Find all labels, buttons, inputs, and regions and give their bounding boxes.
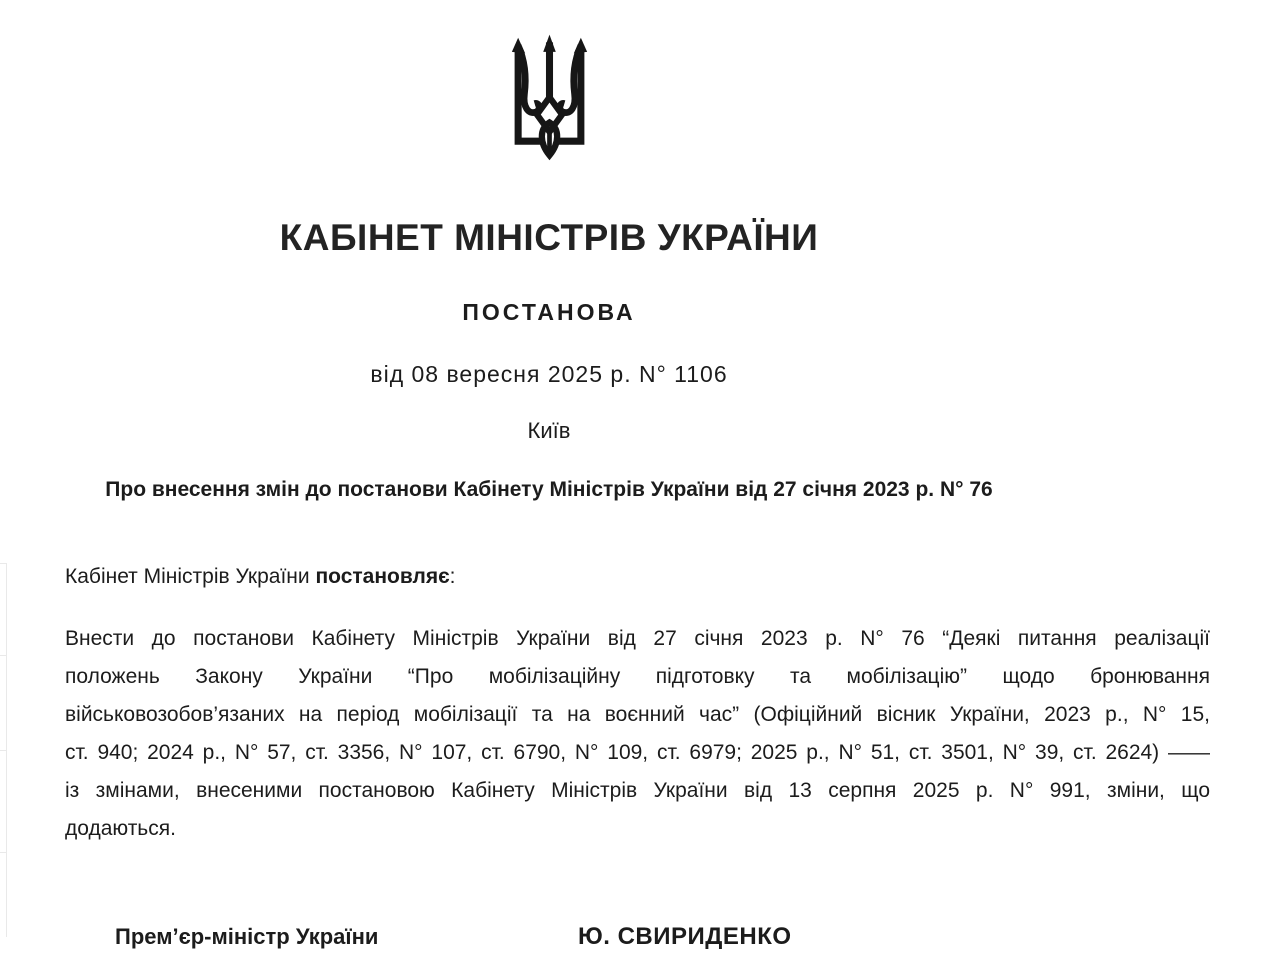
preamble-line xyxy=(65,563,1210,591)
signer-position: Прем’єр-міністр України xyxy=(115,924,379,949)
signer-name: Ю. СВИРИДЕНКО xyxy=(578,923,792,950)
left-edge-tick xyxy=(0,563,7,564)
doc-type-label: ПОСТАНОВА xyxy=(462,299,636,325)
preamble-colon: : xyxy=(449,565,456,588)
paragraph-line: додаються. xyxy=(65,817,176,840)
paragraph-line: положень Закону України “Про мобілізаційну підготовку та мобілізацію” щодо бронювання xyxy=(65,665,1210,688)
paragraph-line: військовозобов’язаних на період мобілізації та на воєнний час” (Офіційний вісник України, 2023 р., N° 15, xyxy=(65,703,1210,726)
document-body xyxy=(65,563,1210,848)
left-edge-tick xyxy=(0,750,7,751)
left-edge-tick xyxy=(0,852,7,853)
left-edge-tick xyxy=(0,655,7,656)
preamble-verb: постановляє xyxy=(315,565,450,588)
paragraph-line: Внести до постанови Кабінету Міністрів України від 27 січня 2023 р. N° 76 “Деякі питання реалізації xyxy=(65,627,1210,650)
main-paragraph xyxy=(65,620,1210,848)
preamble-lead: Кабінет Міністрів України xyxy=(65,565,316,588)
doc-date-number: від 08 вересня 2025 р. N° 1106 xyxy=(370,361,728,387)
paragraph-line: ст. 940; 2024 р., N° 57, ст. 3356, N° 107, ст. 6790, N° 109, ст. 6979; 2025 р., N° 51, ст. 3501, N° 39, ст. 2624) —— xyxy=(65,741,1210,764)
org-name: КАБІНЕТ МІНІСТРІВ УКРАЇНИ xyxy=(279,217,819,258)
signature-block xyxy=(65,920,1210,957)
trident-coat-of-arms-icon xyxy=(502,33,597,171)
paragraph-line: із змінами, внесеними постановою Кабінету Міністрів України від 13 серпня 2025 р. N° 991, зміни, що xyxy=(65,779,1210,802)
doc-title: Про внесення змін до постанови Кабінету Міністрів України від 27 січня 2023 р. N° 76 xyxy=(105,478,993,501)
document-header xyxy=(65,33,1033,503)
doc-city: Київ xyxy=(527,418,571,443)
